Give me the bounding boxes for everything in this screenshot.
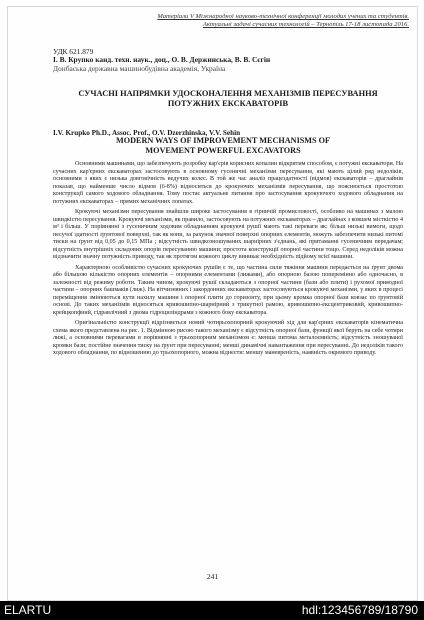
authors-ua: І. В. Крупко канд. техн. наук., доц., О. В. Держинська, В. В. Сєгін	[53, 55, 271, 64]
handle-id: hdl:123456789/18790	[301, 603, 418, 617]
repository-footer	[0, 601, 424, 620]
affiliation: Донбаська державна машинобудівна академія, Україна	[53, 64, 226, 73]
article-body	[53, 161, 403, 361]
paragraph: Характерною особливістю сучасних крокуючих рушіїв є те, що частина сили тяжіння машини передається на ґрунт двома або більшою кількістю опорних елементів – опорними елементами (лижами), або опорною базою поперемінно або одночасно, в залежності від режиму роботи. Таким чином, крокуючі рушії складаються з опорної частини (бази або плити) і рухомої приводної частини – опорних башмаків (лиж). На вітчизняних і закордонних екскаваторах застосовуються крокуючі механізми, у яких в процесі переміщення змінюються кути нахилу машини і опорної плити до горизонту, при цьому кромка опорної бази ковзає по ґрунтовій основі. До таких механізмів відносяться кривошипно-шарнірний з трикутної рамою, кривошипно-ексцентриковий, кривошипно-крейцкопфний, гідравлічний з двома гідроциліндрами з кожного боку екскаватора.	[53, 264, 403, 316]
udc-code: УДК 621.879	[53, 47, 94, 56]
repository-name: ELARTU	[4, 603, 52, 617]
page-number: 241	[206, 572, 219, 581]
title-en: MODERN WAYS OF IMPROVEMENT MECHANISMS OF MOVEMENT POWERFUL EXCAVATORS	[115, 136, 331, 155]
title-ua: СУЧАСНІ НАПРЯМКИ УДОСКОНАЛЕННЯ МЕХАНІЗМІВ ПЕРЕСУВАННЯ ПОТУЖНИХ ЕКСКАВАТОРІВ	[78, 89, 378, 108]
conference-header-line-1: Матеріали V Міжнародної науково-технічної конференції молодих учених та студентів.	[157, 13, 409, 20]
paragraph: Крокуючі механізми пересування знайшли широке застосування в гірничій промисловості, особливо на машинах з малою швидкістю пересування. Крокуючі механізми, як правило, застосовують на потужних екскаваторах – драглайнах з ковшем місткістю 4 м³ і більш. У порівнянні з гусеничним ходовим обладнанням крокуючі рушії мають такі переваги як: більш низькі вимоги, щодо несучої здатності ґрунтової поверхні, так як вони, за рахунок значної поверхні опорних елементів, можуть забезпечити низькі питомі тиски на ґрунт від 0,05 до 0,15 МПа ; відсутність швидкозношуваних шарнірних з'єднань, які притаманні гусеничним передачам; відсутність внутрішніх складових опорів пересуванню машини; простота конструкції опорної частини тощо. Серед недоліків можна відзначити значну потужність приводу, так як протягом кожного циклу виникає необхідність підйому всієї машини.	[53, 209, 403, 260]
document-page	[7, 6, 418, 601]
paragraph: Основними машинами, що забезпечують розробку кар'єрів корисних копалин відкритим способом, є потужні екскаватори. На сучасних кар'єрних екскаваторах застосовують в основному гусеничні механізми пересування, які мають цілий ряд недоліків, основними з яких є низька довговічність ведучих колес. В той же час аналіз працездатності (відмов) екскаваторів – драглайнів показав, що найменше число відмов (6-8%) відноситься до крокуючих механізмів пересування, що пояснюється простотою конструкції самого ходового обладнання. Тому постає актуальне питання про застосування крокуючого ходового обладнання на потужних екскаваторах – прямих механічних лопатах.	[53, 161, 403, 205]
conference-header	[62, 13, 409, 29]
paragraph: Оригінальністю конструкції відрізняється новий чотирьохопорний крокуючий хід для кар'єрних екскаваторів кінематична схема якого представлена на рис. 1. Відмінною рисою такого механізму є відсутність опорної бази, функції якої беруть на себе чотири лижі, а основними перевагами в порівнянні з трьохопорним механізмом є: менша питома металоємність; відсутність зношуваної кромки бази; постійне значення тиску на ґрунт при пересуванні; менші динамічні навантаження при пересуванні. До недоліків такого ходового обладнання, по відношенню до трьохопорного, можна віднести: меншу маневреність, наявність окремого приводу.	[53, 320, 403, 356]
authors-en: I.V. Krupko Ph.D., Assoc. Prof., O.V. Dzerzhinska, V.V. Sehin	[53, 129, 241, 137]
conference-header-line-2: Актуальні задачі сучасних технологій – Тернопіль 17-18 листопада 2016.	[202, 21, 409, 29]
